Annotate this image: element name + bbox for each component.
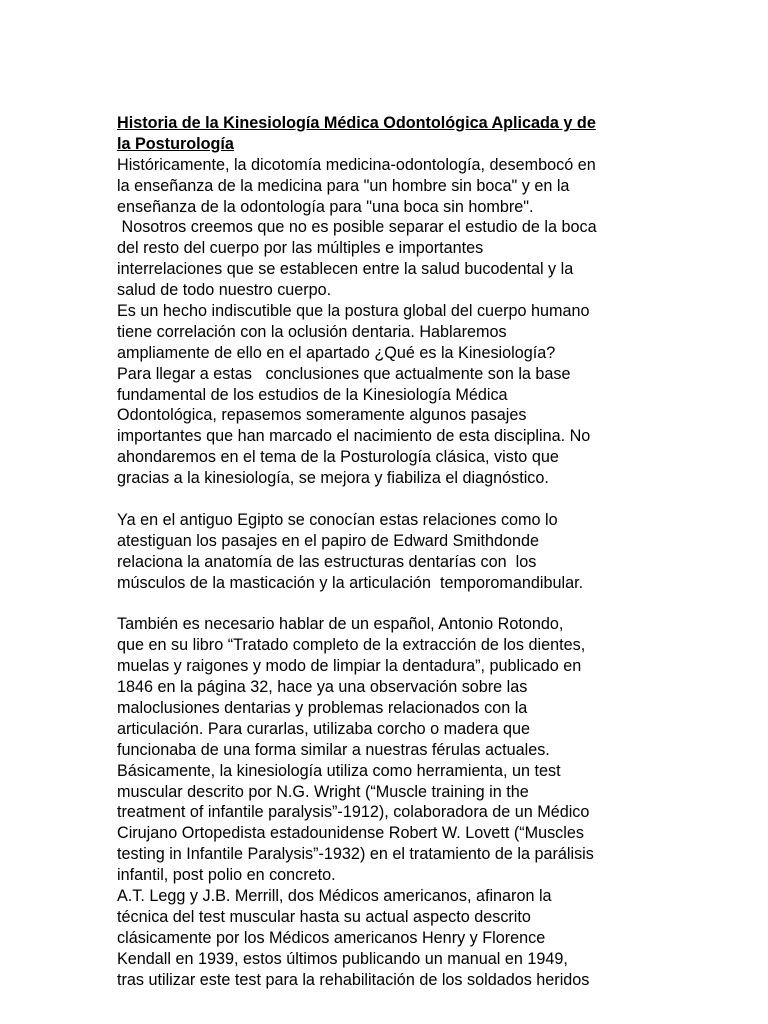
text-line: importantes que han marcado el nacimiento de esta disciplina. No xyxy=(117,427,591,446)
text-line: clásicamente por los Médicos americanos Henry y Florence xyxy=(117,928,546,947)
text-line: la enseñanza de la medicina para "un hombre sin boca" y en la xyxy=(117,176,570,195)
text-line: Es un hecho indiscutible que la postura global del cuerpo humano xyxy=(117,302,590,321)
text-line: Kendall en 1939, estos últimos publicando un manual en 1949, xyxy=(117,949,568,968)
text-line: Cirujano Ortopedista estadounidense Robert W. Lovett (“Muscles xyxy=(117,824,584,843)
paragraph-spacer xyxy=(117,593,662,614)
text-line: muscular descrito por N.G. Wright (“Muscle training in the xyxy=(117,782,529,801)
paragraph-spacer xyxy=(117,489,662,510)
text-line: fundamental de los estudios de la Kinesiología Médica xyxy=(117,385,508,404)
text-line: salud de todo nuestro cuerpo. xyxy=(117,281,332,300)
text-line: muelas y raigones y modo de limpiar la dentadura”, publicado en xyxy=(117,657,582,676)
text-line: tras utilizar este test para la rehabilitación de los soldados heridos xyxy=(117,970,590,989)
text-line: gracias a la kinesiología, se mejora y fiabiliza el diagnóstico. xyxy=(117,469,549,488)
text-line: Odontológica, repasemos someramente algunos pasajes xyxy=(117,406,527,425)
text-line: articulación. Para curarlas, utilizaba corcho o madera que xyxy=(117,719,530,738)
text-line: técnica del test muscular hasta su actual aspecto descrito xyxy=(117,907,531,926)
paragraph-1 xyxy=(117,155,662,489)
text-line: Históricamente, la dicotomía medicina-odontología, desembocó en xyxy=(117,155,596,174)
text-line: Para llegar a estas conclusiones que actualmente son la base xyxy=(117,364,571,383)
text-line: Ya en el antiguo Egipto se conocían estas relaciones como lo xyxy=(117,510,558,529)
text-line: funcionaba de una forma similar a nuestras férulas actuales. xyxy=(117,740,550,759)
text-line: músculos de la masticación y la articulación temporomandibular. xyxy=(117,573,584,592)
text-line: 1846 en la página 32, hace ya una observación sobre las xyxy=(117,678,528,697)
text-line: maloclusiones dentarias y problemas relacionados con la xyxy=(117,698,528,717)
text-line: interrelaciones que se establecen entre la salud bucodental y la xyxy=(117,260,574,279)
text-line: Nosotros creemos que no es posible separar el estudio de la boca xyxy=(117,218,597,237)
title-line: la Posturología xyxy=(117,134,234,153)
document-title xyxy=(117,113,662,155)
text-line: atestiguan los pasajes en el papiro de Edward Smithdonde xyxy=(117,531,540,550)
document-page xyxy=(117,113,662,990)
paragraph-3 xyxy=(117,614,662,990)
text-line: del resto del cuerpo por las múltiples e importantes xyxy=(117,239,484,258)
text-line: relaciona la anatomía de las estructuras dentarías con los xyxy=(117,552,537,571)
text-line: También es necesario hablar de un español, Antonio Rotondo, xyxy=(117,615,564,634)
text-line: ampliamente de ello en el apartado ¿Qué es la Kinesiología? xyxy=(117,343,556,362)
paragraph-2 xyxy=(117,510,662,594)
text-line: tiene correlación con la oclusión dentaria. Hablaremos xyxy=(117,322,507,341)
text-line: testing in Infantile Paralysis”-1932) en el tratamiento de la parálisis xyxy=(117,845,594,864)
text-line: A.T. Legg y J.B. Merrill, dos Médicos americanos, afinaron la xyxy=(117,886,552,905)
text-line: infantil, post polio en concreto. xyxy=(117,866,336,885)
text-line: treatment of infantile paralysis”-1912), colaboradora de un Médico xyxy=(117,803,590,822)
text-line: ahondaremos en el tema de la Posturología clásica, visto que xyxy=(117,448,559,467)
text-line: que en su libro “Tratado completo de la extracción de los dientes, xyxy=(117,636,586,655)
text-line: enseñanza de la odontología para "una boca sin hombre". xyxy=(117,197,534,216)
title-line: Historia de la Kinesiología Médica Odontológica Aplicada y de xyxy=(117,114,596,132)
text-line: Básicamente, la kinesiología utiliza como herramienta, un test xyxy=(117,761,561,780)
